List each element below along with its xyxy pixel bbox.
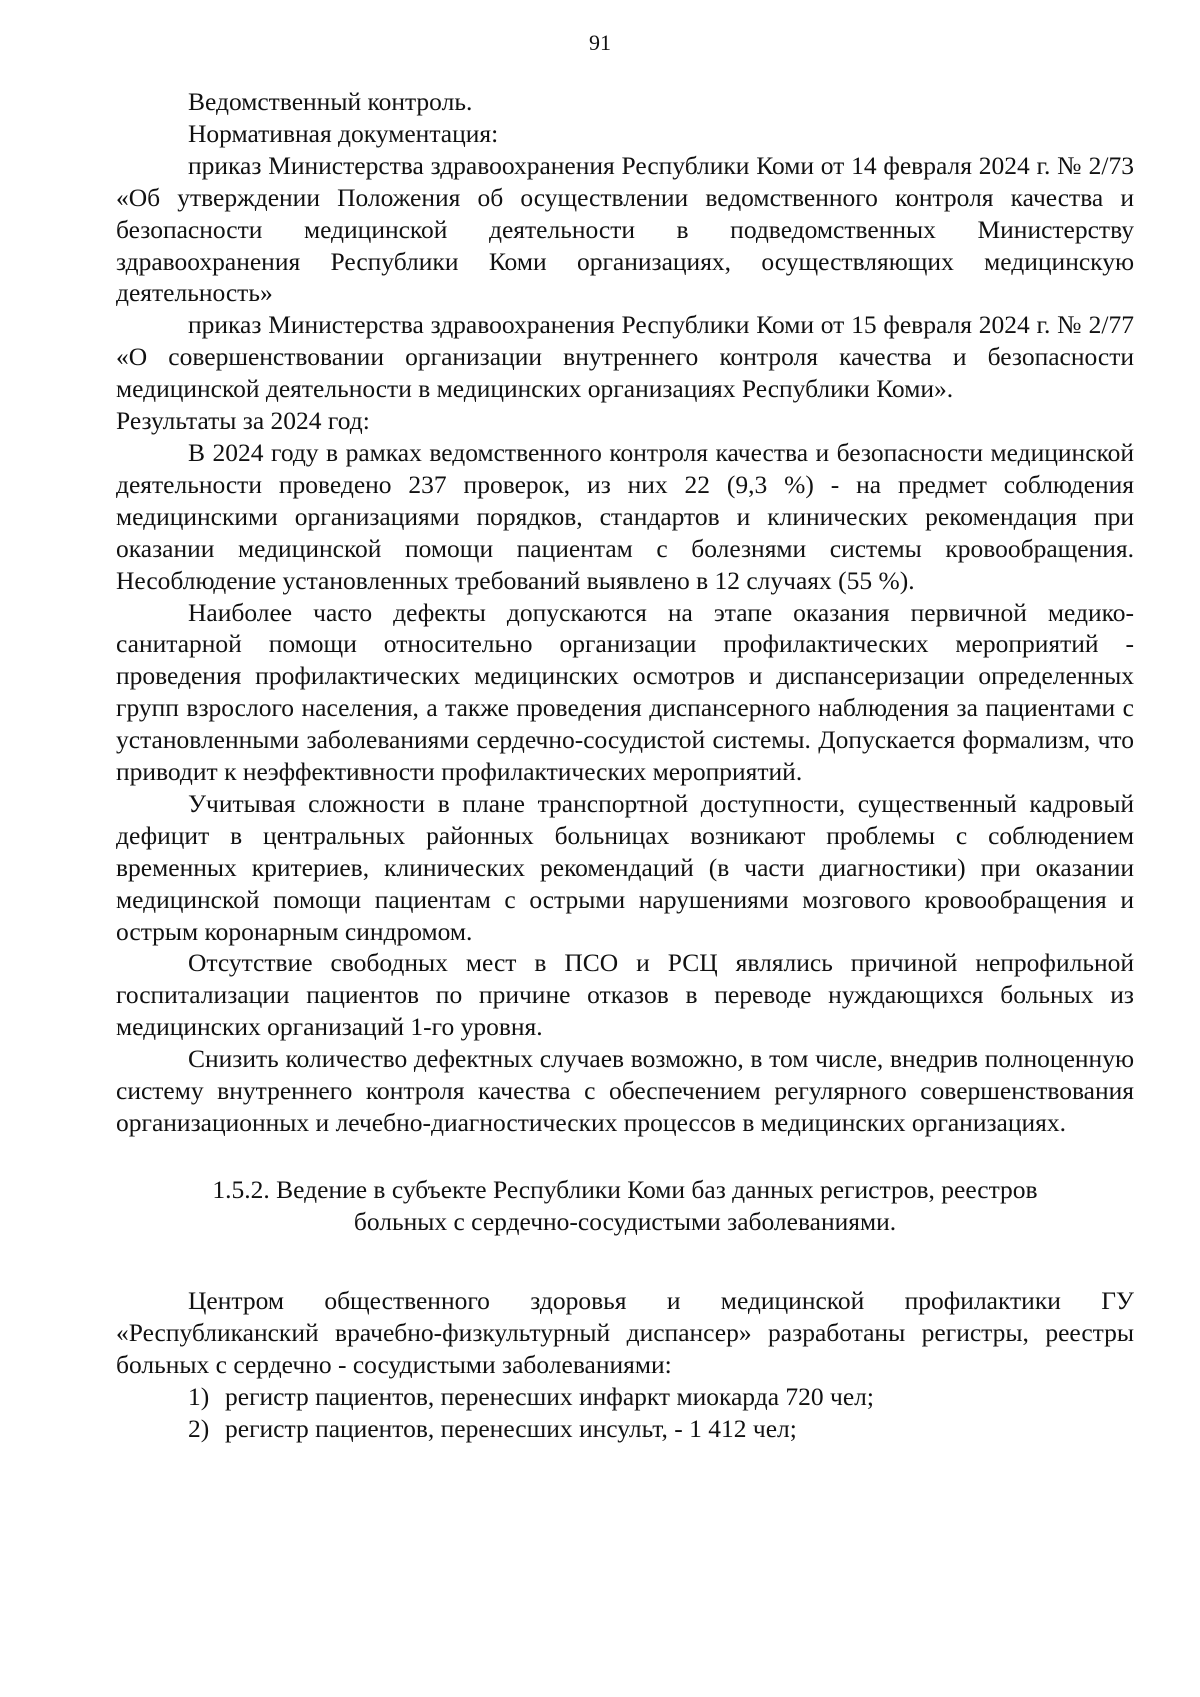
list-item-text: регистр пациентов, перенесших инфаркт миокарда 720 чел;: [225, 1381, 874, 1411]
paragraph-departmental-control: Ведомственный контроль.: [188, 87, 473, 116]
paragraph-order-2-77: приказ Министерства здравоохранения Республики Коми от 15 февраля 2024 г. № 2/77 «О совершенствовании организации внутреннего контроля качества и безопасности медицинской деятельности в медицинских организациях Республики Коми».: [116, 310, 1134, 404]
paragraph-difficulties: Учитывая сложности в плане транспортной доступности, существенный кадровый дефицит в центральных районных больницах возникают проблемы с соблюдением временных критериев, клинических рекомендаций (в части диагностики) при оказании медицинской помощи пациентам с острыми нарушениями мозгового кровообращения и острым коронарным синдромом.: [116, 788, 1134, 946]
list-item-text: регистр пациентов, перенесших инсульт, - 1 412 чел;: [225, 1413, 797, 1443]
paragraph-normative-docs: Нормативная документация:: [188, 118, 499, 148]
page-number: 91: [589, 30, 611, 55]
list-item-number: 2): [188, 1413, 210, 1443]
list-item-number: 1): [188, 1381, 210, 1411]
document-body: [116, 86, 1134, 1444]
paragraph-results-2024: В 2024 году в рамках ведомственного контроля качества и безопасности медицинской деятельности проведено 237 проверок, из них 22 (9,3 %) - на предмет соблюдения медицинскими организациями порядков, стандартов и клинических рекомендация при оказании медицинской помощи пациентам с болезнями системы кровообращения. Несоблюдение установленных требований выявлено в 12 случаях (55 %).: [116, 437, 1134, 595]
registry-list: [116, 1381, 1134, 1445]
section-heading: [116, 1174, 1134, 1238]
paragraph-order-2-73: приказ Министерства здравоохранения Республики Коми от 14 февраля 2024 г. № 2/73 «Об утверждении Положения об осуществлении ведомственного контроля качества и безопасности медицинской деятельности в подведомственных Министерству здравоохранения Республики Коми организациях, осуществляющих медицинскую деятельность»: [116, 150, 1134, 308]
list-item: [116, 1413, 1134, 1445]
paragraph-defects: Наиболее часто дефекты допускаются на этапе оказания первичной медико-санитарной помощи относительно организации профилактических мероприятий - проведения профилактических медицинских осмотров и диспансеризации определенных групп взрослого населения, а также проведения диспансерного наблюдения за пациентами с установленными заболеваниями сердечно-сосудистой системы. Допускается формализм, что приводит к неэффективности профилактических мероприятий.: [116, 597, 1134, 787]
paragraph-reduce-defects: Снизить количество дефектных случаев возможно, в том числе, внедрив полноценную систему внутреннего контроля качества с обеспечением регулярного совершенствования организационных и лечебно-диагностических процессов в медицинских организациях.: [116, 1044, 1134, 1137]
list-item: [116, 1381, 1134, 1413]
paragraph-registries-intro: Центром общественного здоровья и медицинской профилактики ГУ «Республиканский врачебно-физкультурный диспансер» разработаны регистры, реестры больных с сердечно - сосудистыми заболеваниями:: [116, 1285, 1134, 1379]
paragraph-results-heading: Результаты за 2024 год:: [116, 406, 370, 436]
paragraph-lack-of-beds: Отсутствие свободных мест в ПСО и РСЦ являлись причиной непрофильной госпитализации пациентов по причине отказов в переводе нуждающихся больных из медицинских организаций 1-го уровня.: [116, 948, 1134, 1042]
section-heading-line-2: больных с сердечно-сосудистыми заболеваниями.: [353, 1206, 897, 1236]
section-heading-line-1: 1.5.2. Ведение в субъекте Республики Коми баз данных регистров, реестров: [212, 1174, 1038, 1204]
